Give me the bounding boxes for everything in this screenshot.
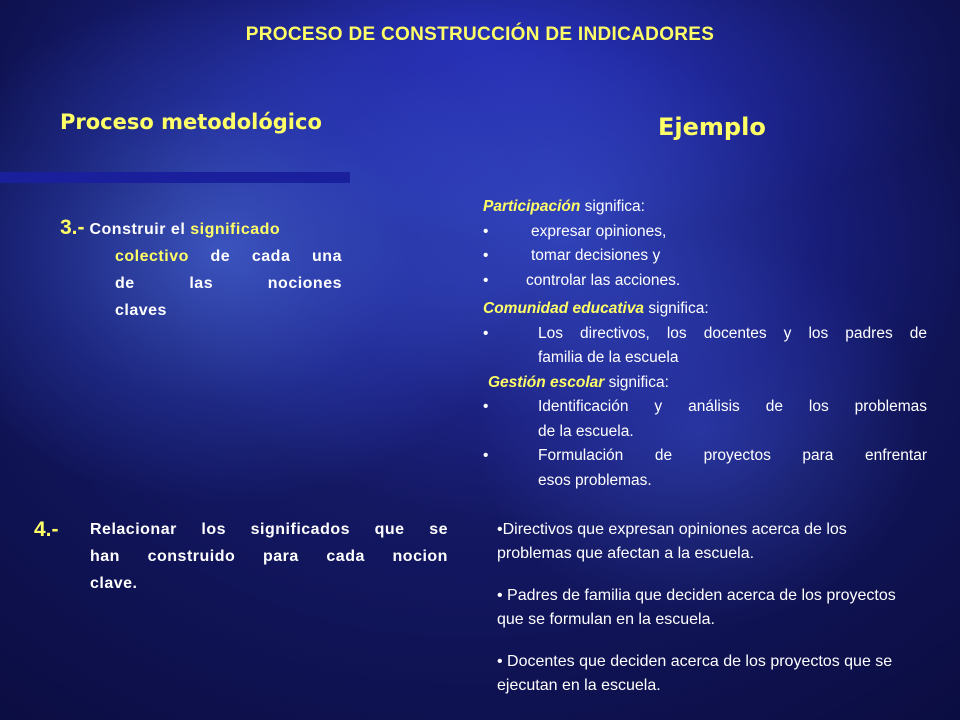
bullet-icon: • xyxy=(483,447,489,464)
list-item xyxy=(483,244,927,269)
definition-suffix: significa: xyxy=(604,373,669,391)
definition-participacion xyxy=(483,195,927,220)
list-item xyxy=(483,322,927,371)
list-item-text: controlar las acciones. xyxy=(526,271,681,289)
word: para xyxy=(802,447,834,464)
definition-suffix: significa: xyxy=(580,198,645,215)
heading-underline-bar xyxy=(0,172,350,183)
step-4-word: los xyxy=(201,521,227,538)
list-item xyxy=(483,220,927,245)
step-4-number: 4.- xyxy=(34,518,59,541)
bullet-icon: • xyxy=(483,271,489,289)
list-item xyxy=(483,444,927,493)
definition-gestion xyxy=(483,371,927,396)
list-item-text: expresar opiniones, xyxy=(531,222,667,240)
bullet-icon: • xyxy=(483,222,489,240)
word: problemas xyxy=(854,398,927,415)
step-3-word: nociones xyxy=(267,275,342,292)
definitions-block xyxy=(483,195,927,493)
word: de xyxy=(909,324,927,342)
step-4-word: se xyxy=(429,521,448,538)
word: los xyxy=(808,324,829,342)
word: y xyxy=(783,324,792,342)
step-4-word: que xyxy=(374,521,405,538)
step-3-word: las xyxy=(189,275,214,292)
word: los xyxy=(666,324,687,342)
word: docentes xyxy=(703,324,767,342)
list-item-text: tomar decisiones y xyxy=(531,247,661,264)
slide-title: PROCESO DE CONSTRUCCIÓN DE INDICADORES xyxy=(245,24,715,45)
step-4-word: construido xyxy=(147,548,236,565)
left-column-heading: Proceso metodológico xyxy=(60,110,322,134)
word: análisis xyxy=(688,398,740,415)
step-3-word: de xyxy=(210,248,231,265)
step-4-word: cada xyxy=(326,548,365,565)
step-3-word: una xyxy=(312,248,342,265)
step-3-word: significado xyxy=(190,221,281,238)
definition-term: Gestión escolar xyxy=(488,373,605,391)
word: enfrentar xyxy=(864,447,927,464)
step-4 xyxy=(34,516,448,597)
definition-term: Comunidad educativa xyxy=(483,300,645,317)
definition-suffix: significa: xyxy=(644,300,709,317)
example-item: • Docentes que deciden acerca de los proyectos que se ejecutan en la escuela. xyxy=(497,653,893,694)
word: padres xyxy=(845,324,893,342)
right-column-heading: Ejemplo xyxy=(658,113,766,141)
step-4-word: han xyxy=(90,548,120,565)
word: los xyxy=(808,398,829,415)
list-item-text: familia de la escuela xyxy=(538,349,679,366)
list-item xyxy=(483,269,927,294)
example-item: • Padres de familia que deciden acerca de los proyectos que se formulan en la escuela. xyxy=(497,587,896,628)
step-3-word: claves xyxy=(115,302,167,319)
step-3 xyxy=(60,214,342,324)
examples-block xyxy=(497,518,917,716)
word: de xyxy=(765,398,783,415)
step-4-word: Relacionar xyxy=(90,521,177,538)
step-4-word: nocion xyxy=(392,548,448,565)
list-item-text: esos problemas. xyxy=(538,471,652,489)
step-4-line: clave. xyxy=(90,575,138,592)
word: Los xyxy=(538,324,563,342)
word: Identificación xyxy=(538,398,629,415)
word: Formulación xyxy=(538,447,624,464)
step-4-word: para xyxy=(262,548,299,565)
definition-term: Participación xyxy=(483,198,581,215)
step-3-word: cada xyxy=(251,248,291,265)
example-item: •Directivos que expresan opiniones acerca de los problemas que afectan a la escuela. xyxy=(497,521,847,562)
word: y xyxy=(654,398,663,415)
step-3-number: 3.- xyxy=(60,216,85,239)
bullet-icon: • xyxy=(483,324,489,342)
word: proyectos xyxy=(703,447,771,464)
step-4-word: significados xyxy=(250,521,351,538)
list-item xyxy=(483,395,927,444)
definition-comunidad xyxy=(483,297,927,322)
step-3-word: de xyxy=(115,275,135,292)
step-3-word: el xyxy=(170,221,186,238)
step-3-word: Construir xyxy=(89,221,166,238)
word: directivos, xyxy=(580,324,650,342)
bullet-icon: • xyxy=(483,247,489,264)
list-item-text: de la escuela. xyxy=(538,422,634,440)
bullet-icon: • xyxy=(483,398,489,415)
word: de xyxy=(654,447,673,464)
step-3-word: colectivo xyxy=(115,248,189,265)
